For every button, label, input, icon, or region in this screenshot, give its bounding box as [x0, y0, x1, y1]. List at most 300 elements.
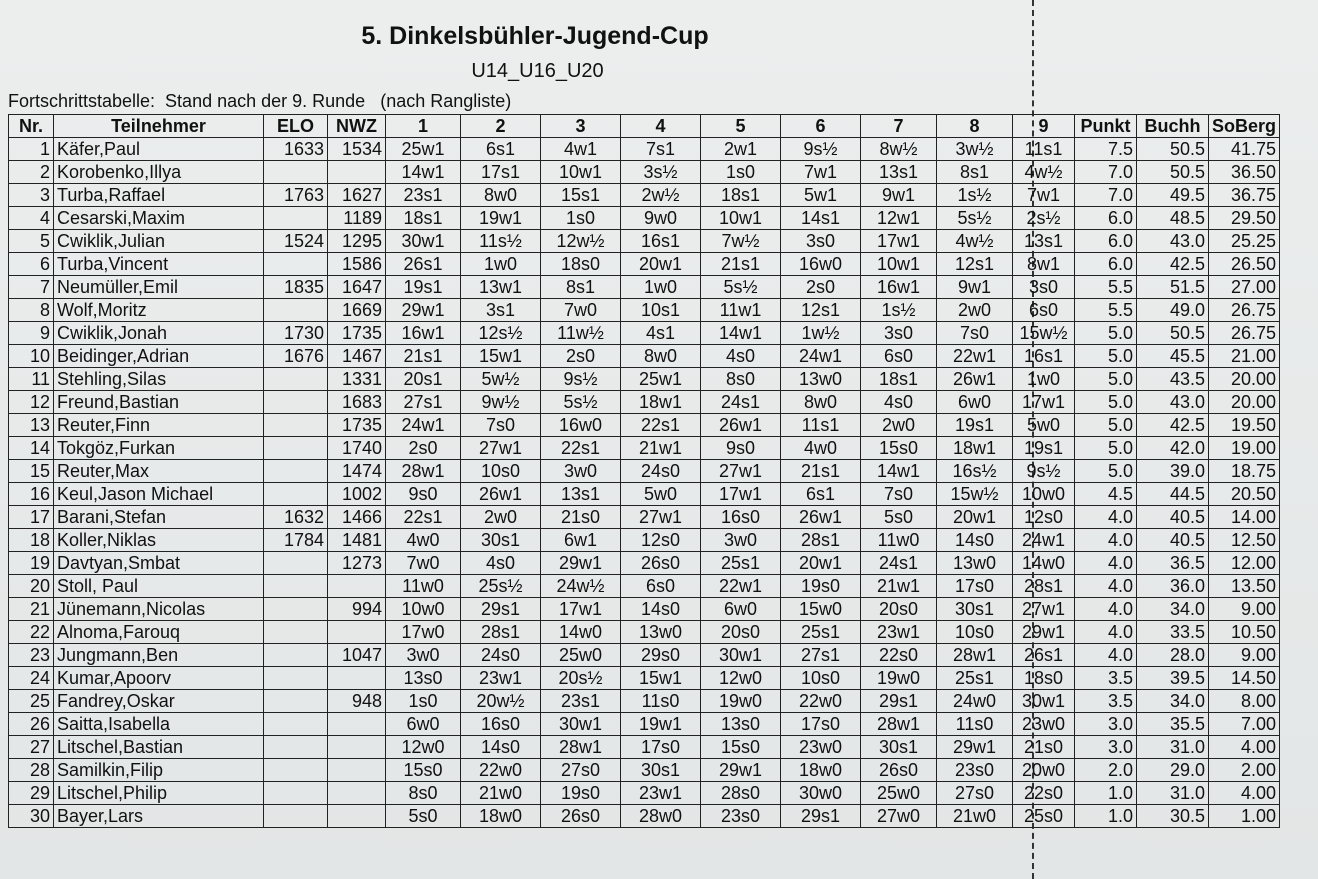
- cell-buchh: 35.5: [1137, 713, 1209, 736]
- cell-name: Stoll, Paul: [54, 575, 264, 598]
- cell-round-3: 9s½: [541, 368, 621, 391]
- cell-nr: 23: [9, 644, 54, 667]
- cell-round-1: 29w1: [386, 299, 461, 322]
- cell-nwz: 1467: [328, 345, 386, 368]
- cell-punkt: 3.5: [1075, 667, 1137, 690]
- cell-name: Kumar,Apoorv: [54, 667, 264, 690]
- cell-round-8: 23s0: [937, 759, 1013, 782]
- cell-soberg: 1.00: [1209, 805, 1280, 828]
- cell-round-8: 12s1: [937, 253, 1013, 276]
- cell-round-3: 20s½: [541, 667, 621, 690]
- cell-elo: [264, 460, 328, 483]
- cell-buchh: 30.5: [1137, 805, 1209, 828]
- cell-punkt: 4.0: [1075, 506, 1137, 529]
- cell-round-4: 14s0: [621, 598, 701, 621]
- cell-buchh: 33.5: [1137, 621, 1209, 644]
- cell-soberg: 13.50: [1209, 575, 1280, 598]
- cell-elo: [264, 414, 328, 437]
- cell-round-1: 9s0: [386, 483, 461, 506]
- cell-nwz: [328, 805, 386, 828]
- cell-round-4: 18w1: [621, 391, 701, 414]
- cell-round-9: 17w1: [1013, 391, 1075, 414]
- cell-round-4: 28w0: [621, 805, 701, 828]
- cell-round-2: 14s0: [461, 736, 541, 759]
- cell-round-7: 11w0: [861, 529, 937, 552]
- cell-nwz: 1474: [328, 460, 386, 483]
- header-nwz: NWZ: [328, 115, 386, 138]
- cell-round-7: 30s1: [861, 736, 937, 759]
- cell-round-8: 27s0: [937, 782, 1013, 805]
- cell-round-5: 27w1: [701, 460, 781, 483]
- cell-elo: [264, 161, 328, 184]
- cell-round-6: 22w0: [781, 690, 861, 713]
- cell-round-8: 30s1: [937, 598, 1013, 621]
- cell-round-5: 8s0: [701, 368, 781, 391]
- cell-name: Barani,Stefan: [54, 506, 264, 529]
- cell-nwz: [328, 161, 386, 184]
- cell-punkt: 5.0: [1075, 460, 1137, 483]
- cell-nr: 6: [9, 253, 54, 276]
- cell-name: Stehling,Silas: [54, 368, 264, 391]
- cell-round-5: 10w1: [701, 207, 781, 230]
- cell-round-7: 14w1: [861, 460, 937, 483]
- cell-soberg: 9.00: [1209, 598, 1280, 621]
- cell-nwz: 1669: [328, 299, 386, 322]
- cell-round-9: 3s0: [1013, 276, 1075, 299]
- cell-elo: 1676: [264, 345, 328, 368]
- cell-round-3: 18s0: [541, 253, 621, 276]
- cell-punkt: 6.0: [1075, 230, 1137, 253]
- cell-soberg: 26.75: [1209, 322, 1280, 345]
- cell-round-7: 13s1: [861, 161, 937, 184]
- cell-round-6: 12s1: [781, 299, 861, 322]
- cell-punkt: 5.0: [1075, 368, 1137, 391]
- table-row: [9, 483, 1280, 506]
- cell-name: Cwiklik,Julian: [54, 230, 264, 253]
- cell-soberg: 9.00: [1209, 644, 1280, 667]
- table-row: [9, 621, 1280, 644]
- cell-round-2: 11s½: [461, 230, 541, 253]
- cell-nr: 20: [9, 575, 54, 598]
- cell-name: Turba,Vincent: [54, 253, 264, 276]
- cell-round-1: 11w0: [386, 575, 461, 598]
- cell-punkt: 3.0: [1075, 713, 1137, 736]
- cell-round-4: 13w0: [621, 621, 701, 644]
- cell-buchh: 36.5: [1137, 552, 1209, 575]
- cell-round-5: 24s1: [701, 391, 781, 414]
- cell-round-9: 18s0: [1013, 667, 1075, 690]
- cell-soberg: 29.50: [1209, 207, 1280, 230]
- cell-round-2: 19w1: [461, 207, 541, 230]
- cell-punkt: 4.0: [1075, 575, 1137, 598]
- cell-round-9: 1w0: [1013, 368, 1075, 391]
- table-row: [9, 644, 1280, 667]
- cell-round-5: 7w½: [701, 230, 781, 253]
- cell-soberg: 20.50: [1209, 483, 1280, 506]
- cell-elo: [264, 736, 328, 759]
- cell-name: Neumüller,Emil: [54, 276, 264, 299]
- cell-round-9: 21s0: [1013, 736, 1075, 759]
- cell-nr: 4: [9, 207, 54, 230]
- cell-round-9: 4w½: [1013, 161, 1075, 184]
- cell-name: Jungmann,Ben: [54, 644, 264, 667]
- cell-buchh: 49.0: [1137, 299, 1209, 322]
- table-row: [9, 575, 1280, 598]
- cell-round-7: 19w0: [861, 667, 937, 690]
- table-row: [9, 414, 1280, 437]
- cell-elo: 1524: [264, 230, 328, 253]
- cell-nr: 10: [9, 345, 54, 368]
- cell-round-9: 23w0: [1013, 713, 1075, 736]
- cell-round-8: 22w1: [937, 345, 1013, 368]
- cell-round-4: 4s1: [621, 322, 701, 345]
- cell-round-1: 16w1: [386, 322, 461, 345]
- cell-round-9: 26s1: [1013, 644, 1075, 667]
- cell-round-2: 2w0: [461, 506, 541, 529]
- table-row: [9, 345, 1280, 368]
- cell-round-5: 4s0: [701, 345, 781, 368]
- cell-round-3: 26s0: [541, 805, 621, 828]
- cell-round-4: 25w1: [621, 368, 701, 391]
- cell-punkt: 4.0: [1075, 598, 1137, 621]
- cell-round-2: 7s0: [461, 414, 541, 437]
- cell-round-2: 10s0: [461, 460, 541, 483]
- cell-punkt: 5.0: [1075, 322, 1137, 345]
- cell-nwz: [328, 713, 386, 736]
- cell-nr: 29: [9, 782, 54, 805]
- cell-round-1: 15s0: [386, 759, 461, 782]
- cell-nwz: 1273: [328, 552, 386, 575]
- cell-name: Käfer,Paul: [54, 138, 264, 161]
- cell-round-1: 3w0: [386, 644, 461, 667]
- cell-buchh: 36.0: [1137, 575, 1209, 598]
- cell-name: Fandrey,Oskar: [54, 690, 264, 713]
- cell-round-7: 24s1: [861, 552, 937, 575]
- cell-round-4: 23w1: [621, 782, 701, 805]
- cell-soberg: 14.00: [1209, 506, 1280, 529]
- cell-round-4: 19w1: [621, 713, 701, 736]
- cell-nr: 2: [9, 161, 54, 184]
- cell-round-4: 29s0: [621, 644, 701, 667]
- cell-soberg: 20.00: [1209, 391, 1280, 414]
- cell-nr: 13: [9, 414, 54, 437]
- cell-soberg: 26.75: [1209, 299, 1280, 322]
- cell-nwz: [328, 782, 386, 805]
- cell-soberg: 26.50: [1209, 253, 1280, 276]
- cell-round-2: 21w0: [461, 782, 541, 805]
- cell-soberg: 18.75: [1209, 460, 1280, 483]
- cell-name: Davtyan,Smbat: [54, 552, 264, 575]
- cell-elo: [264, 299, 328, 322]
- cell-round-3: 4w1: [541, 138, 621, 161]
- cell-buchh: 50.5: [1137, 322, 1209, 345]
- cell-round-8: 17s0: [937, 575, 1013, 598]
- cell-round-7: 23w1: [861, 621, 937, 644]
- table-row: [9, 161, 1280, 184]
- cell-round-6: 19s0: [781, 575, 861, 598]
- cell-round-6: 25s1: [781, 621, 861, 644]
- header-punkt: Punkt: [1075, 115, 1137, 138]
- header-round-1: 1: [386, 115, 461, 138]
- cell-round-7: 20s0: [861, 598, 937, 621]
- cell-round-8: 2w0: [937, 299, 1013, 322]
- cell-round-4: 12s0: [621, 529, 701, 552]
- cell-round-4: 5w0: [621, 483, 701, 506]
- cell-nwz: 1047: [328, 644, 386, 667]
- cell-round-3: 19s0: [541, 782, 621, 805]
- table-row: [9, 299, 1280, 322]
- page-title: 5. Dinkelsbühler-Jugend-Cup: [361, 22, 709, 50]
- cell-round-8: 7s0: [937, 322, 1013, 345]
- cell-name: Samilkin,Filip: [54, 759, 264, 782]
- cell-round-5: 1s0: [701, 161, 781, 184]
- cell-punkt: 3.0: [1075, 736, 1137, 759]
- cell-round-9: 30w1: [1013, 690, 1075, 713]
- cell-buchh: 31.0: [1137, 736, 1209, 759]
- cell-name: Turba,Raffael: [54, 184, 264, 207]
- cell-round-3: 12w½: [541, 230, 621, 253]
- cell-buchh: 51.5: [1137, 276, 1209, 299]
- cell-buchh: 34.0: [1137, 690, 1209, 713]
- cell-soberg: 19.50: [1209, 414, 1280, 437]
- cell-round-6: 29s1: [781, 805, 861, 828]
- cell-round-4: 26s0: [621, 552, 701, 575]
- cell-soberg: 27.00: [1209, 276, 1280, 299]
- cell-nwz: 1481: [328, 529, 386, 552]
- cell-round-7: 9w1: [861, 184, 937, 207]
- table-row: [9, 368, 1280, 391]
- cell-round-7: 21w1: [861, 575, 937, 598]
- cell-round-2: 27w1: [461, 437, 541, 460]
- cell-round-1: 21s1: [386, 345, 461, 368]
- cell-elo: [264, 207, 328, 230]
- cell-elo: [264, 759, 328, 782]
- cell-round-1: 26s1: [386, 253, 461, 276]
- table-row: [9, 529, 1280, 552]
- cell-round-3: 15s1: [541, 184, 621, 207]
- cell-elo: [264, 368, 328, 391]
- cell-round-7: 17w1: [861, 230, 937, 253]
- cell-round-6: 18w0: [781, 759, 861, 782]
- cell-nwz: 1189: [328, 207, 386, 230]
- cell-round-9: 2s½: [1013, 207, 1075, 230]
- cell-round-3: 11w½: [541, 322, 621, 345]
- cell-round-2: 3s1: [461, 299, 541, 322]
- cell-round-6: 15w0: [781, 598, 861, 621]
- header-teilnehmer: Teilnehmer: [54, 115, 264, 138]
- cell-buchh: 29.0: [1137, 759, 1209, 782]
- cell-round-6: 21s1: [781, 460, 861, 483]
- cell-soberg: 2.00: [1209, 759, 1280, 782]
- cell-name: Tokgöz,Furkan: [54, 437, 264, 460]
- cell-round-8: 20w1: [937, 506, 1013, 529]
- cell-round-5: 3w0: [701, 529, 781, 552]
- cell-nwz: 1647: [328, 276, 386, 299]
- cell-round-6: 5w1: [781, 184, 861, 207]
- cell-round-8: 11s0: [937, 713, 1013, 736]
- cell-nr: 18: [9, 529, 54, 552]
- cell-round-5: 29w1: [701, 759, 781, 782]
- cell-round-1: 30w1: [386, 230, 461, 253]
- cell-round-1: 17w0: [386, 621, 461, 644]
- cell-round-8: 13w0: [937, 552, 1013, 575]
- cell-punkt: 5.0: [1075, 391, 1137, 414]
- cell-nwz: 1466: [328, 506, 386, 529]
- cell-round-3: 14w0: [541, 621, 621, 644]
- cell-round-2: 12s½: [461, 322, 541, 345]
- cell-round-4: 24s0: [621, 460, 701, 483]
- cell-soberg: 8.00: [1209, 690, 1280, 713]
- cell-soberg: 36.50: [1209, 161, 1280, 184]
- cell-round-4: 8w0: [621, 345, 701, 368]
- cell-round-6: 8w0: [781, 391, 861, 414]
- cell-name: Keul,Jason Michael: [54, 483, 264, 506]
- cell-round-3: 8s1: [541, 276, 621, 299]
- cell-round-9: 20w0: [1013, 759, 1075, 782]
- cell-nr: 17: [9, 506, 54, 529]
- cell-round-5: 9s0: [701, 437, 781, 460]
- cell-nwz: 994: [328, 598, 386, 621]
- cell-round-3: 23s1: [541, 690, 621, 713]
- cell-round-1: 18s1: [386, 207, 461, 230]
- cell-round-7: 18s1: [861, 368, 937, 391]
- cell-round-7: 4s0: [861, 391, 937, 414]
- cell-name: Cwiklik,Jonah: [54, 322, 264, 345]
- cell-nr: 30: [9, 805, 54, 828]
- cell-round-3: 6w1: [541, 529, 621, 552]
- cell-round-6: 3s0: [781, 230, 861, 253]
- cell-punkt: 7.0: [1075, 161, 1137, 184]
- cell-buchh: 31.0: [1137, 782, 1209, 805]
- cell-round-9: 14w0: [1013, 552, 1075, 575]
- cell-buchh: 45.5: [1137, 345, 1209, 368]
- cell-round-9: 22s0: [1013, 782, 1075, 805]
- cell-nr: 27: [9, 736, 54, 759]
- cell-round-3: 13s1: [541, 483, 621, 506]
- cell-round-8: 4w½: [937, 230, 1013, 253]
- cell-round-3: 16w0: [541, 414, 621, 437]
- header-round-4: 4: [621, 115, 701, 138]
- cell-buchh: 42.0: [1137, 437, 1209, 460]
- cell-elo: [264, 713, 328, 736]
- cell-round-7: 8w½: [861, 138, 937, 161]
- cell-round-9: 10w0: [1013, 483, 1075, 506]
- cell-round-8: 21w0: [937, 805, 1013, 828]
- cell-round-3: 21s0: [541, 506, 621, 529]
- cell-nr: 21: [9, 598, 54, 621]
- cell-round-8: 6w0: [937, 391, 1013, 414]
- cell-round-1: 12w0: [386, 736, 461, 759]
- cell-name: Cesarski,Maxim: [54, 207, 264, 230]
- cell-round-4: 15w1: [621, 667, 701, 690]
- table-row: [9, 805, 1280, 828]
- cell-round-1: 4w0: [386, 529, 461, 552]
- cell-soberg: 12.50: [1209, 529, 1280, 552]
- cell-round-5: 23s0: [701, 805, 781, 828]
- cell-name: Litschel,Philip: [54, 782, 264, 805]
- cell-name: Koller,Niklas: [54, 529, 264, 552]
- cell-punkt: 4.0: [1075, 529, 1137, 552]
- cell-round-6: 2s0: [781, 276, 861, 299]
- cell-round-2: 18w0: [461, 805, 541, 828]
- cell-round-4: 2w½: [621, 184, 701, 207]
- cell-buchh: 48.5: [1137, 207, 1209, 230]
- cell-round-5: 16s0: [701, 506, 781, 529]
- cell-round-8: 3w½: [937, 138, 1013, 161]
- cell-round-7: 2w0: [861, 414, 937, 437]
- cell-soberg: 21.00: [1209, 345, 1280, 368]
- table-row: [9, 506, 1280, 529]
- cell-round-1: 6w0: [386, 713, 461, 736]
- table-row: [9, 460, 1280, 483]
- cell-round-8: 9w1: [937, 276, 1013, 299]
- cell-round-1: 14w1: [386, 161, 461, 184]
- cell-round-1: 7w0: [386, 552, 461, 575]
- cell-round-7: 15s0: [861, 437, 937, 460]
- cell-elo: 1763: [264, 184, 328, 207]
- cell-round-9: 25s0: [1013, 805, 1075, 828]
- cell-round-7: 26s0: [861, 759, 937, 782]
- cell-round-1: 10w0: [386, 598, 461, 621]
- cell-round-7: 29s1: [861, 690, 937, 713]
- cell-punkt: 3.5: [1075, 690, 1137, 713]
- cell-round-2: 20w½: [461, 690, 541, 713]
- cell-elo: 1633: [264, 138, 328, 161]
- cell-punkt: 6.0: [1075, 207, 1137, 230]
- cell-round-6: 26w1: [781, 506, 861, 529]
- cell-nwz: 1627: [328, 184, 386, 207]
- table-row: [9, 437, 1280, 460]
- cell-nr: 19: [9, 552, 54, 575]
- cell-round-1: 27s1: [386, 391, 461, 414]
- header-round-7: 7: [861, 115, 937, 138]
- table-row: [9, 253, 1280, 276]
- cell-name: Jünemann,Nicolas: [54, 598, 264, 621]
- cell-round-1: 22s1: [386, 506, 461, 529]
- cell-round-7: 10w1: [861, 253, 937, 276]
- header-round-6: 6: [781, 115, 861, 138]
- cell-name: Bayer,Lars: [54, 805, 264, 828]
- cell-round-5: 19w0: [701, 690, 781, 713]
- cell-round-4: 9w0: [621, 207, 701, 230]
- cell-buchh: 49.5: [1137, 184, 1209, 207]
- cell-round-4: 11s0: [621, 690, 701, 713]
- cell-nwz: 1534: [328, 138, 386, 161]
- header-round-5: 5: [701, 115, 781, 138]
- cell-round-7: 16w1: [861, 276, 937, 299]
- cell-nwz: 1683: [328, 391, 386, 414]
- cell-round-3: 2s0: [541, 345, 621, 368]
- cell-elo: 1835: [264, 276, 328, 299]
- cell-round-6: 28s1: [781, 529, 861, 552]
- cell-nr: 7: [9, 276, 54, 299]
- cell-soberg: 14.50: [1209, 667, 1280, 690]
- cell-round-2: 1w0: [461, 253, 541, 276]
- header-soberg: SoBerg: [1209, 115, 1280, 138]
- cell-round-9: 11s1: [1013, 138, 1075, 161]
- cell-buchh: 39.5: [1137, 667, 1209, 690]
- cell-punkt: 1.0: [1075, 782, 1137, 805]
- cell-elo: [264, 552, 328, 575]
- cell-round-7: 5s0: [861, 506, 937, 529]
- cell-buchh: 40.5: [1137, 506, 1209, 529]
- cell-round-5: 13s0: [701, 713, 781, 736]
- cell-nwz: 1586: [328, 253, 386, 276]
- cell-soberg: 4.00: [1209, 782, 1280, 805]
- cell-round-6: 16w0: [781, 253, 861, 276]
- cell-round-4: 22s1: [621, 414, 701, 437]
- cell-buchh: 43.0: [1137, 230, 1209, 253]
